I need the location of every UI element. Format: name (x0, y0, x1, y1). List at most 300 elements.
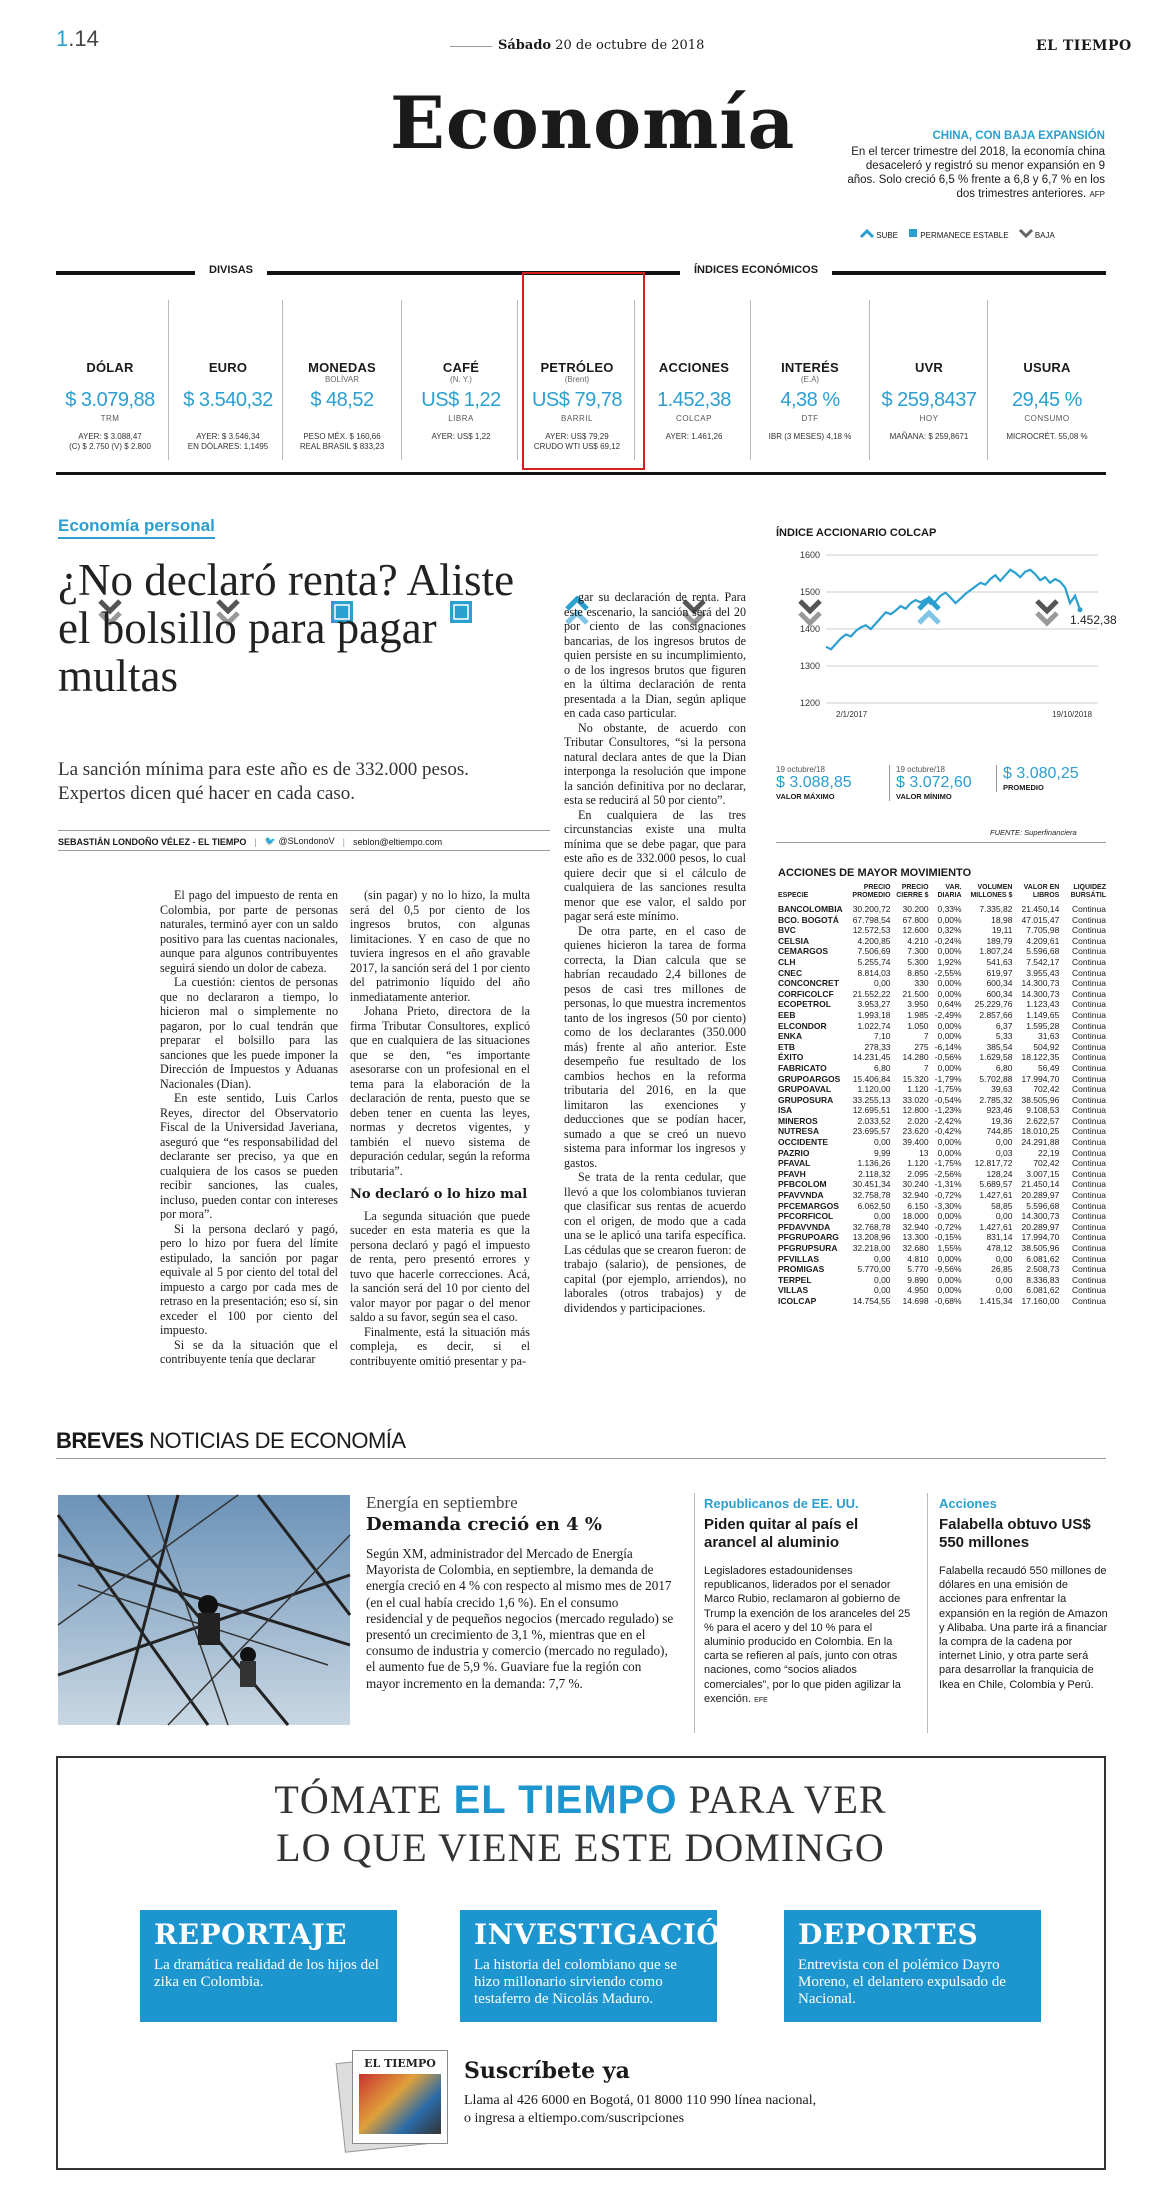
table-cell: 67.798,54 (852, 914, 891, 925)
table-cell: 278,33 (864, 1041, 891, 1052)
table-cell: PFAVH (778, 1168, 806, 1179)
brand-logo-small: EL TIEMPO (1036, 38, 1132, 54)
table-cell: 22,19 (1038, 1147, 1060, 1158)
byline: SEBASTIÁN LONDOÑO VÉLEZ - EL TIEMPO | 🐦 @SLondonoV | seblon@eltiempo.com (58, 836, 443, 847)
table-cell: 23.695,57 (852, 1126, 891, 1137)
table-cell: 5.596,68 (1026, 1200, 1060, 1211)
table-cell: 1.022,74 (857, 1020, 891, 1031)
promo-top-rule (56, 1756, 1106, 1758)
table-row (778, 915, 1108, 926)
table-row (778, 1264, 1108, 1275)
author: SEBASTIÁN LONDOÑO VÉLEZ - EL TIEMPO (58, 836, 247, 847)
table-cell: 12.572,53 (852, 925, 891, 936)
table-cell: 275 (914, 1041, 929, 1052)
alum-kicker: Republicanos de EE. UU. (704, 1496, 859, 1511)
promo-box-deportes[interactable] (784, 1910, 1041, 2022)
table-cell: 0,00% (937, 1137, 962, 1148)
table-cell: Continua (1071, 1285, 1106, 1296)
promo-box-text: Entrevista con el polémico Dayro Moreno, el delantero expulsado de Nacional. (798, 1957, 1006, 2007)
table-row (778, 1137, 1108, 1148)
table-cell: 17.160,00 (1021, 1295, 1060, 1306)
table-cell: 7,10 (873, 1031, 891, 1042)
table-cell: 5.255,74 (857, 956, 891, 967)
table-cell: 13.300 (902, 1232, 929, 1243)
table-cell: 18.010,25 (1021, 1126, 1060, 1137)
table-row (778, 1169, 1108, 1180)
twitter-handle[interactable]: 🐦 @SLondonoV (264, 836, 335, 846)
table-cell: 20.289,97 (1021, 1190, 1060, 1201)
table-cell: 5.300 (907, 956, 929, 967)
table-cell: OCCIDENTE (778, 1137, 829, 1148)
table-cell: 13.208,96 (852, 1232, 891, 1243)
table-cell: 3.950 (907, 999, 929, 1010)
alum-body: Legisladores estadounidenses republicanos, liderados por el senador Marco Rubio, reclamaron al gobierno de Trump la exención de los aranceles del 25 % para el acero y del 10 % para el aluminio producido en Colombia. En la carta se refieren al país, junto con otras naciones, como “socios aliados comerciales”, por lo que piden agilizar la exención. EFE (704, 1565, 911, 1705)
stocks-header: PRECIO PROMEDIO (852, 884, 891, 899)
indicator-name: PETRÓLEO (540, 360, 614, 375)
table-cell: 702,42 (1033, 1158, 1060, 1169)
table-cell: 0,64% (937, 999, 962, 1010)
indicator-divider (869, 300, 870, 460)
indicator-interés (760, 300, 860, 441)
colcap-stat: 19 octubre/18 $ 3.072,60 VALOR MÍNIMO (889, 765, 994, 801)
subscribe-link[interactable]: o ingresa a eltiempo.com/suscripciones (464, 2111, 685, 2126)
table-cell: Continua (1071, 1126, 1106, 1137)
indicator-name: DÓLAR (86, 360, 134, 375)
table-cell: CELSIA (778, 935, 810, 946)
table-cell: Continua (1071, 1020, 1106, 1031)
indicator-divider (401, 300, 402, 460)
table-cell: Continua (1071, 1200, 1106, 1211)
x-start-label: 2/1/2017 (836, 710, 868, 719)
table-cell: 0,00% (937, 978, 962, 989)
indicator-name: INTERÉS (781, 360, 839, 375)
table-cell: Continua (1071, 1221, 1106, 1232)
fala-kicker: Acciones (939, 1496, 997, 1511)
y-tick-label: 1400 (800, 624, 821, 634)
table-cell: PROMIGAS (778, 1264, 825, 1275)
table-row (778, 1275, 1108, 1286)
table-cell: EEB (778, 1009, 796, 1020)
table-cell: -2,55% (934, 967, 962, 978)
table-cell: 2.785,32 (979, 1094, 1013, 1105)
table-cell: ÉXITO (778, 1052, 804, 1063)
table-cell: 14.754,55 (852, 1295, 891, 1306)
table-cell: GRUPOARGOS (778, 1073, 841, 1084)
table-cell: 0,33% (937, 904, 962, 914)
table-cell: Continua (1071, 1137, 1106, 1148)
table-cell: 13 (919, 1147, 929, 1158)
table-cell: -3,30% (934, 1200, 962, 1211)
table-cell: ECOPETROL (778, 999, 831, 1010)
table-cell: 1.985 (907, 1009, 929, 1020)
table-cell: 12.800 (902, 1105, 929, 1116)
article-headline: ¿No declaró renta? Aliste el bolsillo para pagar multas (58, 555, 515, 701)
table-cell: 47.015,47 (1021, 914, 1060, 925)
table-cell: 39.400 (902, 1137, 929, 1148)
stocks-header-row (778, 884, 1108, 904)
table-cell: 21.552,22 (852, 988, 891, 999)
table-cell: 56,49 (1038, 1062, 1060, 1073)
table-cell: 14.300,73 (1021, 1211, 1060, 1222)
author-email[interactable]: seblon@eltiempo.com (352, 836, 443, 847)
table-cell: CEMARGOS (778, 946, 829, 957)
indicator-foot: MICROCRÉT. 55,08 % (1006, 432, 1088, 441)
table-cell: 21.500 (902, 988, 929, 999)
stocks-table (778, 884, 1108, 1307)
table-cell: 1.149,65 (1026, 1009, 1060, 1020)
table-cell: 19,11 (991, 925, 1013, 936)
table-cell: 58,85 (991, 1200, 1013, 1211)
indicator-value: US$ 79,78 (531, 389, 622, 411)
table-row (778, 957, 1108, 968)
table-cell: 2.622,57 (1026, 1115, 1060, 1126)
table-row (778, 1148, 1108, 1159)
indicator-sub (997, 375, 1097, 385)
table-cell: 0,00% (937, 1285, 962, 1296)
table-cell: 4.810 (907, 1253, 929, 1264)
table-cell: Continua (1071, 956, 1106, 967)
stocks-table-wrap (778, 884, 1108, 1307)
table-cell: PFCORFICOL (778, 1211, 834, 1222)
table-cell: 18,98 (991, 914, 1013, 925)
indicator-value: 4,38 % (780, 389, 840, 411)
table-row (778, 1042, 1108, 1053)
table-cell: 32.218,00 (852, 1243, 891, 1253)
table-cell: 1.136,26 (857, 1158, 891, 1169)
stocks-header: VAR. DIARIA (937, 884, 962, 899)
table-cell: 1.120 (907, 1084, 929, 1095)
table-cell: 128,24 (986, 1168, 1013, 1179)
table-cell: 19,36 (991, 1115, 1013, 1126)
table-row (778, 936, 1108, 947)
indicator-foot: AYER: $ 3.546,34 EN DÓLARES: 1,1495 (187, 432, 269, 451)
article-paragraph: En este sentido, Luis Carlos Reyes, director del Observatorio Fiscal de la Universidad Javeriana, aseguró que “es responsabilidad del declarante ser preciso, ya que en cualquiera de los casos se pueden recibir sanciones, las cuales, incluso, pueden contar con intereses por mora”. (160, 1091, 338, 1221)
table-cell: 26,85 (991, 1264, 1013, 1275)
table-cell: ELCONDOR (778, 1020, 827, 1031)
table-cell: Continua (1071, 1295, 1106, 1306)
table-cell: 2.508,73 (1026, 1264, 1060, 1275)
table-cell: Continua (1071, 967, 1106, 978)
table-cell: 0,00 (995, 1285, 1013, 1296)
table-cell: ETB (778, 1041, 795, 1052)
indicator-sub: (N. Y.) (450, 375, 472, 384)
table-row (778, 1222, 1108, 1233)
indicator-foot: AYER: US$ 79,29 CRUDO WTI US$ 69,12 (533, 432, 621, 451)
table-cell: 24.291,88 (1021, 1137, 1060, 1148)
table-cell: -0,54% (934, 1094, 962, 1105)
table-cell: 0,00% (937, 1253, 962, 1264)
indicator-dólar (60, 300, 160, 451)
table-row (778, 1116, 1108, 1127)
table-cell: 6,37 (995, 1020, 1013, 1031)
table-cell: 0,00 (873, 978, 891, 989)
article-paragraph: Si se da la situación que el contribuyente tenía que declarar (160, 1337, 338, 1366)
table-cell: 0,00% (937, 1147, 962, 1158)
table-cell: 12.817,72 (974, 1158, 1013, 1169)
table-cell: 0,00% (937, 914, 962, 925)
table-cell: -9,56% (934, 1264, 962, 1275)
table-cell: 0,00% (937, 1274, 962, 1285)
article-paragraph: La cuestión: cientos de personas que no declararon a tiempo, lo hicieron mal o simplemente no pagaron, por lo cual tendrán que preparar el bolsillo para las sanciones que les puede imponer la Dirección de Impuestos y Aduanas Nacionales (Dian). (160, 975, 338, 1091)
breves-rule (56, 1458, 1106, 1459)
table-cell: 2.857,66 (979, 1009, 1013, 1020)
table-cell: PFGRUPSURA (778, 1243, 838, 1253)
table-cell: Continua (1071, 999, 1106, 1010)
table-cell: -1,75% (934, 1158, 962, 1169)
table-cell: PFGRUPOARG (778, 1232, 839, 1243)
promo-box-investigacion[interactable] (460, 1910, 748, 2022)
indicator-name: ACCIONES (658, 360, 730, 375)
table-cell: PAZRIO (778, 1147, 810, 1158)
section-title: Economía (390, 80, 796, 165)
table-cell: Continua (1071, 1041, 1106, 1052)
table-cell: CNEC (778, 967, 803, 978)
table-cell: 0,00 (995, 1211, 1013, 1222)
article-column-2 (350, 888, 530, 1368)
table-cell: Continua (1071, 904, 1106, 914)
table-cell: 1,92% (937, 956, 962, 967)
article-deck: La sanción mínima para este año es de 332.000 pesos. Expertos dicen qué hacer en cada caso. (58, 759, 470, 804)
table-cell: 600,34 (986, 988, 1013, 999)
highlight-box (522, 272, 645, 470)
indicator-value: $ 3.079,88 (65, 389, 155, 411)
indicator-name: CAFÉ (442, 360, 480, 375)
table-cell: 2.020 (907, 1115, 929, 1126)
china-title: CHINA, CON BAJA EXPANSIÓN (932, 130, 1105, 142)
table-row (778, 978, 1108, 989)
table-cell: 1.807,24 (979, 946, 1013, 957)
divisas-label: DIVISAS (195, 264, 267, 276)
table-cell: Continua (1071, 1179, 1106, 1190)
table-cell: Continua (1071, 1073, 1106, 1084)
table-cell: 385,54 (986, 1041, 1013, 1052)
table-cell: GRUPOSURA (778, 1094, 834, 1105)
table-cell: -0,56% (934, 1052, 962, 1063)
table-cell: 1.427,61 (979, 1190, 1013, 1201)
promo-box-title: INVESTIGACIÓN (474, 1918, 748, 1951)
table-cell: 1.993,18 (857, 1009, 891, 1020)
table-cell: NUTRESA (778, 1126, 820, 1137)
table-cell: 4.209,61 (1026, 935, 1060, 946)
indicator-bottom-rule (56, 472, 1106, 475)
stocks-header: ESPECIE (778, 892, 809, 899)
table-cell: 1.595,28 (1026, 1020, 1060, 1031)
promo-box-reportaje[interactable] (140, 1910, 397, 2022)
table-cell: -0,68% (934, 1295, 962, 1306)
colcap-chart (770, 545, 1117, 725)
indicator-name: EURO (208, 360, 248, 375)
chart-source: FUENTE: Superfinanciera (990, 828, 1077, 837)
table-cell: 3.007,15 (1026, 1168, 1060, 1179)
promo-bottom-rule (56, 2168, 1106, 2170)
table-cell: 5.689,57 (979, 1179, 1013, 1190)
indicator-divider (168, 300, 169, 460)
table-row (778, 1296, 1108, 1307)
indicator-sub (644, 375, 744, 385)
indicator-foot: PESO MÉX. $ 160,66 REAL BRASIL $ 833,23 (299, 432, 385, 451)
table-cell: TERPEL (778, 1274, 812, 1285)
mini-logo: EL TIEMPO (364, 2057, 436, 2070)
table-cell: 478,12 (986, 1243, 1013, 1253)
energy-body: Según XM, administrador del Mercado de Energía Mayorista de Colombia, en septiembre, la demanda de energía creció en 4 % con respecto al mismo mes de 2017 (en el cual había crecido 1,6 %). En el consumo residencial y de pequeños negocios (mercado regulado) se presentó un crecimiento de 3,1 %, mientras que en el consumo de industria y comercio (mercado no regulado), el aumento fue de 5,9 %. Guaviare fue la región con mayor incremento en la demanda: 7,7 %. (366, 1546, 674, 1691)
table-row (778, 1084, 1108, 1095)
table-cell: 702,42 (1033, 1084, 1060, 1095)
article-paragraph: En cualquiera de las tres circunstancias existe una multa mínima que se debe pagar, que para este año es de 332.000 pesos, lo cual quiere decir que si el cálculo de cualquiera de las sanciones resulta menor que ese valor, el saldo por pagar será este mínimo. (564, 807, 746, 923)
table-cell: 6,80 (995, 1062, 1013, 1073)
table-cell: 15.406,84 (852, 1073, 891, 1084)
article-kicker: Economía personal (58, 516, 215, 539)
table-cell: Continua (1071, 1084, 1106, 1095)
table-cell: Continua (1071, 1211, 1106, 1222)
indicator-sub (879, 375, 979, 385)
promo-line-1: TÓMATE EL TIEMPO PARA VER (274, 1777, 887, 1822)
table-cell: 1.415,34 (979, 1295, 1013, 1306)
table-row (778, 1179, 1108, 1190)
table-cell: 30.200,72 (852, 904, 891, 914)
indicator-divider (987, 300, 988, 460)
table-row (778, 1031, 1108, 1042)
colcap-stat: 19 octubre/18 $ 3.088,85 VALOR MÁXIMO (776, 765, 852, 801)
table-cell: Continua (1071, 1253, 1106, 1264)
table-row (778, 1126, 1108, 1137)
table-cell: 12.695,51 (852, 1105, 891, 1116)
indicator-sub: BOLÍVAR (324, 375, 360, 384)
table-cell: 330 (914, 978, 929, 989)
indicator-unit: TRM (100, 414, 120, 423)
table-cell: 0,00 (995, 1253, 1013, 1264)
table-cell: 1.123,43 (1026, 999, 1060, 1010)
table-cell: Continua (1071, 1190, 1106, 1201)
table-cell: 4.200,85 (857, 935, 891, 946)
byline-rule-bottom (58, 850, 550, 851)
indicator-value: 1.452,38 (657, 389, 731, 411)
table-row (778, 1074, 1108, 1085)
byline-rule (58, 830, 550, 831)
end-value-label: 1.452,38 (1070, 612, 1117, 627)
indicator-unit: COLCAP (676, 414, 712, 423)
indicator-divider (517, 300, 518, 460)
table-cell: 14.698 (902, 1295, 929, 1306)
table-row (778, 1243, 1108, 1254)
table-row (778, 1232, 1108, 1243)
indicator-foot: AYER: $ 3.088,47 (C) $ 2.750 (V) $ 2.800 (69, 432, 151, 451)
table-cell: 30.200 (902, 904, 929, 914)
indicator-unit: LIBRA (448, 414, 474, 423)
table-cell: -2,49% (934, 1009, 962, 1020)
table-cell: -6,14% (934, 1041, 962, 1052)
alum-title: Piden quitar al país el arancel al aluminio (704, 1516, 859, 1551)
indicator-usura (997, 300, 1097, 441)
table-cell: 7 (923, 1062, 929, 1073)
table-cell: 541,63 (986, 956, 1013, 967)
table-cell: -1,31% (934, 1179, 962, 1190)
table-row (778, 1201, 1108, 1212)
indicator-foot: AYER: US$ 1,22 (431, 432, 491, 441)
colcap-stats (776, 765, 1106, 815)
table-cell: 14.231,45 (852, 1052, 891, 1063)
colcap-stat: $ 3.080,25 PROMEDIO (996, 765, 1101, 792)
table-cell: Continua (1071, 1105, 1106, 1116)
china-body: En el tercer trimestre del 2018, la economía china desaceleró y registró su menor expansión en 9 años. Solo creció 6,5 % frente a 6,8 y 6,7 % en los dos trimestres anteriores. AFP (847, 146, 1105, 200)
trend-legend (860, 228, 1055, 240)
table-cell: 7.705,98 (1026, 925, 1060, 936)
table-cell: 33.020 (902, 1094, 929, 1105)
chart-title: ÍNDICE ACCIONARIO COLCAP (776, 527, 937, 539)
table-cell: -0,24% (934, 935, 962, 946)
promo-box-title: REPORTAJE (154, 1918, 347, 1951)
indicator-value: 29,45 % (1012, 389, 1082, 411)
table-cell: 923,46 (986, 1105, 1013, 1116)
stocks-title: ACCIONES DE MAYOR MOVIMIENTO (778, 867, 972, 879)
table-cell: VILLAS (778, 1285, 809, 1296)
table-cell: 1.629,58 (979, 1052, 1013, 1063)
table-cell: 0,00 (995, 1274, 1013, 1285)
table-cell: Continua (1071, 1264, 1106, 1275)
table-row (778, 1010, 1108, 1021)
table-cell: ICOLCAP (778, 1295, 817, 1306)
table-cell: 7 (923, 1031, 929, 1042)
table-cell: Continua (1071, 1158, 1106, 1169)
table-cell: ENKA (778, 1031, 803, 1042)
table-cell: 30.240 (902, 1179, 929, 1190)
table-cell: PFBCOLOM (778, 1179, 827, 1190)
table-cell: 6.150 (907, 1200, 929, 1211)
indicator-monedas (292, 300, 392, 451)
article-paragraph: (sin pagar) y no lo hizo, la multa será del 0,5 por ciento de los ingresos brutos, con algunas limitaciones. Y en caso de que no tuviera ingresos en el año gravable 2017, la sanción será del 1 por ciento del patrimonio líquido del año inmediatamente anterior. (350, 888, 531, 1004)
table-cell: BANCOLOMBIA (778, 904, 843, 914)
table-cell: 504,92 (1033, 1041, 1060, 1052)
table-cell: 32.680 (902, 1243, 929, 1253)
indicator-acciones (644, 300, 744, 441)
table-cell: Continua (1071, 1094, 1106, 1105)
table-row (778, 1063, 1108, 1074)
table-cell: 6.062,50 (857, 1200, 891, 1211)
table-cell: -2,42% (934, 1115, 962, 1126)
article-paragraph: gar su declaración de renta. Para este escenario, la sanción será del 20 por ciento de las consignaciones bancarias, de los ingresos brutos de quien persiste en su incumplimiento, o de los ingresos brutos que figuren en la última declaración de renta presentada a la Dian, según aplique en cada caso particular. (564, 590, 746, 720)
indicator-value: $ 48,52 (310, 389, 374, 411)
table-cell: 5.770 (907, 1264, 929, 1275)
table-cell: Continua (1071, 914, 1106, 925)
table-cell: Continua (1071, 1147, 1106, 1158)
indicator-sub (178, 375, 278, 385)
table-cell: 0,32% (937, 925, 962, 936)
table-cell: 9,99 (873, 1147, 891, 1158)
article-paragraph: Finalmente, está la situación más compleja, es decir, si el contribuyente omitió presentar y pa- (350, 1324, 530, 1368)
table-cell: 14.300,73 (1021, 978, 1060, 989)
legend-up: SUBE (860, 228, 898, 240)
table-cell: 15.320 (902, 1073, 929, 1084)
indicator-sub: (E.A) (800, 375, 820, 384)
table-cell: 6,80 (873, 1062, 891, 1073)
table-cell: 30.451,34 (852, 1179, 891, 1190)
table-cell: -0,72% (934, 1190, 962, 1201)
energy-kicker: Energía en septiembre (366, 1493, 518, 1512)
y-tick-label: 1600 (800, 550, 821, 560)
table-cell: CLH (778, 956, 796, 967)
table-cell: -1,75% (934, 1084, 962, 1095)
table-cell: 32.940 (902, 1221, 929, 1232)
indicator-value: $ 3.540,32 (183, 389, 273, 411)
table-row (778, 1211, 1108, 1222)
table-cell: 38.505,96 (1021, 1094, 1060, 1105)
table-row (778, 904, 1108, 915)
table-cell: 33.255,13 (852, 1094, 891, 1105)
table-cell: Continua (1071, 988, 1106, 999)
table-row (778, 1021, 1108, 1032)
table-cell: 600,34 (986, 978, 1013, 989)
table-cell: 1.120,00 (857, 1084, 891, 1095)
stats-rule (776, 842, 1106, 843)
